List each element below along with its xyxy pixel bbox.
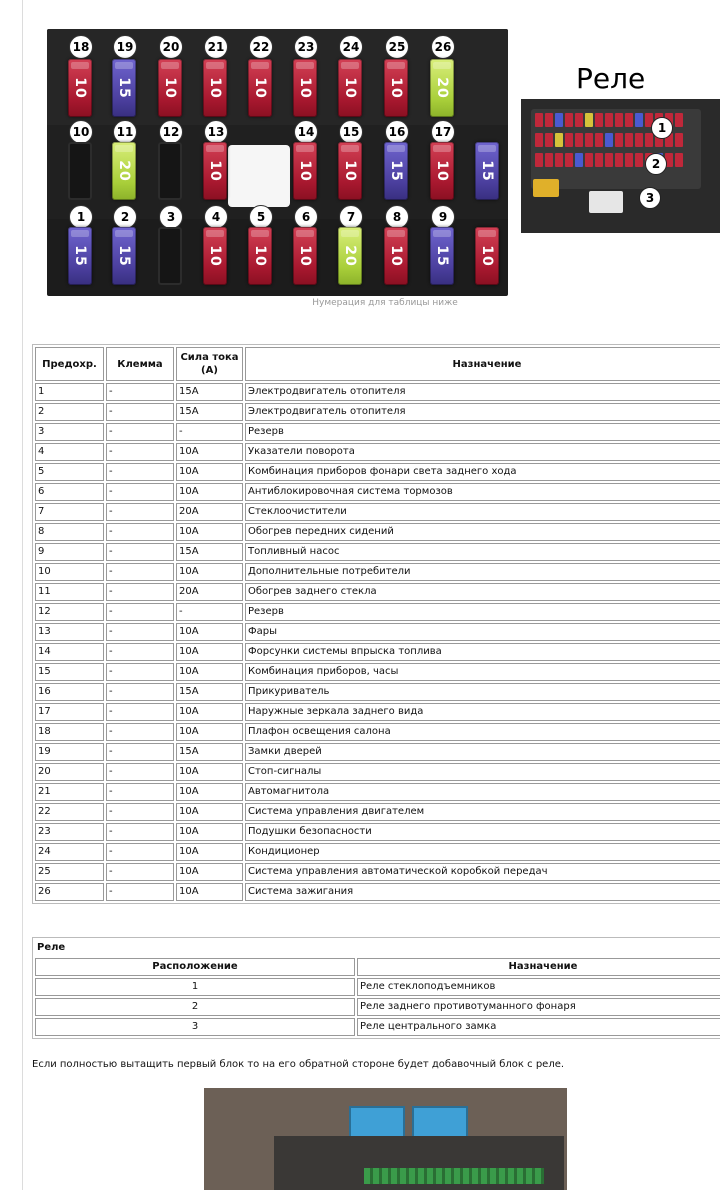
cell-fuse-number: 19 bbox=[35, 743, 104, 761]
fuse-18-rating: 10 bbox=[72, 77, 88, 99]
cell-purpose: Система управления двигателем bbox=[245, 803, 720, 821]
col-header-terminal: Клемма bbox=[106, 347, 174, 381]
table-row bbox=[35, 423, 720, 441]
fuse-mid-8 bbox=[475, 142, 499, 200]
cell-current: 10А bbox=[176, 483, 243, 501]
mini-fuse bbox=[535, 113, 543, 127]
fuse-23-rating: 10 bbox=[297, 77, 313, 99]
cell-terminal: - bbox=[106, 803, 174, 821]
fuse-23 bbox=[293, 59, 317, 117]
fuse-bot-1-rating: 15 bbox=[116, 245, 132, 267]
fuse-mid-7 bbox=[430, 142, 454, 200]
mini-fuse bbox=[595, 153, 603, 167]
cell-current: 10А bbox=[176, 523, 243, 541]
cell-fuse-number: 21 bbox=[35, 783, 104, 801]
mini-fuse bbox=[575, 153, 583, 167]
relay-table-body bbox=[35, 978, 720, 1036]
fuse-table-header-row bbox=[35, 347, 720, 381]
cell-terminal: - bbox=[106, 703, 174, 721]
table-row bbox=[35, 523, 720, 541]
fuse-mid-8-rating: 15 bbox=[479, 160, 495, 182]
cell-current: 10А bbox=[176, 623, 243, 641]
fuse-bot-9-rating: 10 bbox=[479, 245, 495, 267]
table-row bbox=[35, 603, 720, 621]
cell-current: 10А bbox=[176, 703, 243, 721]
fuse-mid-4-rating: 10 bbox=[297, 160, 313, 182]
cell-purpose: Резерв bbox=[245, 603, 720, 621]
fuse-number-4: 4 bbox=[204, 205, 228, 229]
table-row bbox=[35, 643, 720, 661]
mini-fuse bbox=[675, 153, 683, 167]
cell-current: 10А bbox=[176, 863, 243, 881]
fuse-number-21: 21 bbox=[204, 35, 228, 59]
fuse-mid-5 bbox=[338, 142, 362, 200]
cell-current: 15А bbox=[176, 743, 243, 761]
col-header-fuse: Предохр. bbox=[35, 347, 104, 381]
table-row bbox=[35, 743, 720, 761]
cell-purpose: Стоп-сигналы bbox=[245, 763, 720, 781]
cell-purpose: Система зажигания bbox=[245, 883, 720, 901]
fuse-25-rating: 10 bbox=[388, 77, 404, 99]
fuse-18 bbox=[68, 59, 92, 117]
cell-terminal: - bbox=[106, 743, 174, 761]
cell-fuse-number: 26 bbox=[35, 883, 104, 901]
cell-purpose: Комбинация приборов, часы bbox=[245, 663, 720, 681]
cell-current: 20А bbox=[176, 503, 243, 521]
cell-purpose: Антиблокировочная система тормозов bbox=[245, 483, 720, 501]
fuse-number-15: 15 bbox=[339, 120, 363, 144]
fuse-mid-1-rating: 20 bbox=[116, 160, 132, 182]
fuse-number-11: 11 bbox=[113, 120, 137, 144]
mini-fuse bbox=[605, 113, 613, 127]
table-row bbox=[35, 998, 720, 1016]
cell-purpose: Электродвигатель отопителя bbox=[245, 403, 720, 421]
fuse-number-3: 3 bbox=[159, 205, 183, 229]
cell-relay-purpose: Реле заднего противотуманного фонаря bbox=[357, 998, 720, 1016]
fuse-19-rating: 15 bbox=[116, 77, 132, 99]
mini-fuse bbox=[675, 133, 683, 147]
mini-fuse bbox=[625, 153, 633, 167]
table-row bbox=[35, 683, 720, 701]
cell-fuse-number: 15 bbox=[35, 663, 104, 681]
cell-current: 10А bbox=[176, 443, 243, 461]
cell-purpose: Дополнительные потребители bbox=[245, 563, 720, 581]
cell-current: 10А bbox=[176, 843, 243, 861]
cell-terminal: - bbox=[106, 503, 174, 521]
cell-fuse-number: 3 bbox=[35, 423, 104, 441]
table-row bbox=[35, 883, 720, 901]
relay-table bbox=[32, 937, 720, 1039]
table-row bbox=[35, 503, 720, 521]
fuse-bot-4-rating: 10 bbox=[252, 245, 268, 267]
cell-terminal: - bbox=[106, 643, 174, 661]
cell-purpose: Фары bbox=[245, 623, 720, 641]
fuse-bot-0-rating: 15 bbox=[72, 245, 88, 267]
mini-fuse bbox=[555, 153, 563, 167]
cell-terminal: - bbox=[106, 823, 174, 841]
fuse-bot-8 bbox=[430, 227, 454, 285]
relay-table-header-row bbox=[35, 958, 720, 976]
fuse-number-19: 19 bbox=[113, 35, 137, 59]
table-row bbox=[35, 863, 720, 881]
cell-terminal: - bbox=[106, 863, 174, 881]
photo-caption: Нумерация для таблицы ниже bbox=[312, 298, 458, 308]
cell-purpose: Электродвигатель отопителя bbox=[245, 383, 720, 401]
fuse-22-rating: 10 bbox=[252, 77, 268, 99]
relay-number-1: 1 bbox=[651, 117, 673, 139]
cell-current: 20А bbox=[176, 583, 243, 601]
cell-current: 10А bbox=[176, 823, 243, 841]
fuse-22 bbox=[248, 59, 272, 117]
mini-fuse bbox=[585, 133, 593, 147]
cell-current: 10А bbox=[176, 783, 243, 801]
fuse-mid-4 bbox=[293, 142, 317, 200]
relay-table-title-row bbox=[35, 940, 720, 956]
cell-current: 10А bbox=[176, 663, 243, 681]
fuse-mid-7-rating: 10 bbox=[434, 160, 450, 182]
mini-fuse bbox=[575, 133, 583, 147]
cell-current: 15А bbox=[176, 383, 243, 401]
fuse-21-rating: 10 bbox=[207, 77, 223, 99]
fuse-number-2: 2 bbox=[113, 205, 137, 229]
col-header-location: Расположение bbox=[35, 958, 355, 976]
cell-current: 15А bbox=[176, 683, 243, 701]
cell-terminal: - bbox=[106, 423, 174, 441]
table-row bbox=[35, 403, 720, 421]
cell-purpose: Комбинация приборов фонари света заднего хода bbox=[245, 463, 720, 481]
cell-purpose: Замки дверей bbox=[245, 743, 720, 761]
cell-current: 10А bbox=[176, 723, 243, 741]
fuse-24-rating: 10 bbox=[342, 77, 358, 99]
mini-fuse bbox=[635, 153, 643, 167]
table-row bbox=[35, 563, 720, 581]
cell-purpose: Форсунки системы впрыска топлива bbox=[245, 643, 720, 661]
mini-fuse bbox=[615, 133, 623, 147]
cell-current: - bbox=[176, 423, 243, 441]
fuse-21 bbox=[203, 59, 227, 117]
fuse-number-25: 25 bbox=[385, 35, 409, 59]
fuse-number-1: 1 bbox=[69, 205, 93, 229]
green-connector-strip bbox=[364, 1168, 544, 1184]
fuse-number-5: 5 bbox=[249, 205, 273, 229]
fuse-box-relay-socket bbox=[228, 145, 290, 207]
cell-purpose: Автомагнитола bbox=[245, 783, 720, 801]
fuse-table-body bbox=[35, 383, 720, 901]
table-row bbox=[35, 723, 720, 741]
cell-fuse-number: 16 bbox=[35, 683, 104, 701]
cell-current: 10А bbox=[176, 563, 243, 581]
cell-purpose: Система управления автоматической коробкой передач bbox=[245, 863, 720, 881]
page-left-border bbox=[22, 0, 23, 1190]
fuse-number-26: 26 bbox=[431, 35, 455, 59]
cell-current: 10А bbox=[176, 463, 243, 481]
cell-terminal: - bbox=[106, 603, 174, 621]
table-row bbox=[35, 623, 720, 641]
cell-fuse-number: 11 bbox=[35, 583, 104, 601]
fuse-bot-6-rating: 20 bbox=[342, 245, 358, 267]
col-header-current: Сила тока (А) bbox=[176, 347, 243, 381]
cell-fuse-number: 23 bbox=[35, 823, 104, 841]
col-header-purpose: Назначение bbox=[245, 347, 720, 381]
cell-fuse-number: 25 bbox=[35, 863, 104, 881]
table-row bbox=[35, 543, 720, 561]
table-row bbox=[35, 663, 720, 681]
cell-terminal: - bbox=[106, 523, 174, 541]
fuse-bot-2-empty bbox=[158, 227, 182, 285]
cell-fuse-number: 6 bbox=[35, 483, 104, 501]
mini-fuse bbox=[605, 133, 613, 147]
cell-relay-purpose: Реле стеклоподъемников bbox=[357, 978, 720, 996]
cell-purpose: Резерв bbox=[245, 423, 720, 441]
mini-fuse bbox=[565, 133, 573, 147]
cell-fuse-number: 24 bbox=[35, 843, 104, 861]
fuse-bot-9 bbox=[475, 227, 499, 285]
table-row bbox=[35, 1018, 720, 1036]
cell-fuse-number: 4 bbox=[35, 443, 104, 461]
relay-number-3: 3 bbox=[639, 187, 661, 209]
mini-fuse bbox=[565, 153, 573, 167]
mini-fuse bbox=[575, 113, 583, 127]
mini-fuse bbox=[635, 113, 643, 127]
table-row bbox=[35, 443, 720, 461]
mini-fuse bbox=[565, 113, 573, 127]
fuse-number-14: 14 bbox=[294, 120, 318, 144]
relay-photo-title: Реле bbox=[576, 62, 646, 95]
fuse-box-photo bbox=[47, 29, 508, 296]
mini-fuse bbox=[625, 113, 633, 127]
fuse-26 bbox=[430, 59, 454, 117]
cell-location: 1 bbox=[35, 978, 355, 996]
cell-purpose: Наружные зеркала заднего вида bbox=[245, 703, 720, 721]
cell-purpose: Плафон освещения салона bbox=[245, 723, 720, 741]
cell-fuse-number: 10 bbox=[35, 563, 104, 581]
mini-fuse bbox=[535, 133, 543, 147]
fuse-bot-6 bbox=[338, 227, 362, 285]
fuse-number-8: 8 bbox=[385, 205, 409, 229]
table-row bbox=[35, 843, 720, 861]
relay-box-photo bbox=[521, 99, 720, 233]
cell-terminal: - bbox=[106, 583, 174, 601]
fuse-19 bbox=[112, 59, 136, 117]
mini-fuse bbox=[545, 113, 553, 127]
mini-fuse bbox=[545, 153, 553, 167]
fuse-bot-3-rating: 10 bbox=[207, 245, 223, 267]
note-text: Если полностью вытащить первый блок то на его обратной стороне будет добавочный блок с реле. bbox=[32, 1059, 565, 1070]
mini-fuse bbox=[535, 153, 543, 167]
cell-fuse-number: 7 bbox=[35, 503, 104, 521]
cell-fuse-number: 2 bbox=[35, 403, 104, 421]
cell-fuse-number: 22 bbox=[35, 803, 104, 821]
fuse-number-23: 23 bbox=[294, 35, 318, 59]
fuse-number-22: 22 bbox=[249, 35, 273, 59]
cell-terminal: - bbox=[106, 563, 174, 581]
fuse-number-9: 9 bbox=[431, 205, 455, 229]
cell-terminal: - bbox=[106, 723, 174, 741]
mini-fuse bbox=[645, 133, 653, 147]
cell-fuse-number: 5 bbox=[35, 463, 104, 481]
cell-fuse-number: 20 bbox=[35, 763, 104, 781]
mini-fuse bbox=[605, 153, 613, 167]
yellow-connector bbox=[533, 179, 559, 197]
cell-location: 2 bbox=[35, 998, 355, 1016]
fuse-table bbox=[32, 344, 720, 904]
mini-fuse bbox=[675, 113, 683, 127]
fuse-20 bbox=[158, 59, 182, 117]
fuse-bot-8-rating: 15 bbox=[434, 245, 450, 267]
cell-purpose: Указатели поворота bbox=[245, 443, 720, 461]
white-connector bbox=[589, 191, 623, 213]
cell-fuse-number: 9 bbox=[35, 543, 104, 561]
fuse-26-rating: 20 bbox=[434, 77, 450, 99]
fuse-mid-3 bbox=[203, 142, 227, 200]
cell-terminal: - bbox=[106, 543, 174, 561]
relay-number-2: 2 bbox=[645, 153, 667, 175]
fuse-bot-7-rating: 10 bbox=[388, 245, 404, 267]
fuse-bot-7 bbox=[384, 227, 408, 285]
mini-fuse bbox=[625, 133, 633, 147]
fuse-25 bbox=[384, 59, 408, 117]
cell-current: 10А bbox=[176, 643, 243, 661]
cell-purpose: Обогрев заднего стекла bbox=[245, 583, 720, 601]
cell-current: 10А bbox=[176, 883, 243, 901]
table-row bbox=[35, 978, 720, 996]
cell-terminal: - bbox=[106, 883, 174, 901]
fuse-number-16: 16 bbox=[385, 120, 409, 144]
cell-current: 15А bbox=[176, 403, 243, 421]
fuse-mid-1 bbox=[112, 142, 136, 200]
cell-purpose: Топливный насос bbox=[245, 543, 720, 561]
fuse-mid-6-rating: 15 bbox=[388, 160, 404, 182]
cell-current: 10А bbox=[176, 803, 243, 821]
fuse-number-10: 10 bbox=[69, 120, 93, 144]
cell-fuse-number: 8 bbox=[35, 523, 104, 541]
cell-terminal: - bbox=[106, 483, 174, 501]
cell-terminal: - bbox=[106, 383, 174, 401]
fuse-number-18: 18 bbox=[69, 35, 93, 59]
cell-terminal: - bbox=[106, 403, 174, 421]
table-row bbox=[35, 703, 720, 721]
fuse-number-24: 24 bbox=[339, 35, 363, 59]
table-row bbox=[35, 803, 720, 821]
cell-purpose: Прикуриватель bbox=[245, 683, 720, 701]
mini-fuse bbox=[545, 133, 553, 147]
fuse-mid-2-empty bbox=[158, 142, 182, 200]
cell-terminal: - bbox=[106, 663, 174, 681]
cell-fuse-number: 18 bbox=[35, 723, 104, 741]
cell-terminal: - bbox=[106, 763, 174, 781]
table-row bbox=[35, 583, 720, 601]
fuse-mid-3-rating: 10 bbox=[207, 160, 223, 182]
table-row bbox=[35, 823, 720, 841]
cell-current: - bbox=[176, 603, 243, 621]
fuse-mid-5-rating: 10 bbox=[342, 160, 358, 182]
mini-fuse bbox=[585, 113, 593, 127]
cell-fuse-number: 1 bbox=[35, 383, 104, 401]
table-row bbox=[35, 463, 720, 481]
mini-fuse bbox=[595, 113, 603, 127]
fuse-24 bbox=[338, 59, 362, 117]
table-row bbox=[35, 483, 720, 501]
mini-fuse bbox=[555, 133, 563, 147]
fuse-bot-3 bbox=[203, 227, 227, 285]
mini-fuse bbox=[635, 133, 643, 147]
mini-fuse bbox=[585, 153, 593, 167]
cell-terminal: - bbox=[106, 463, 174, 481]
fuse-number-6: 6 bbox=[294, 205, 318, 229]
cell-relay-purpose: Реле центрального замка bbox=[357, 1018, 720, 1036]
cell-terminal: - bbox=[106, 683, 174, 701]
fuse-number-17: 17 bbox=[431, 120, 455, 144]
cell-terminal: - bbox=[106, 843, 174, 861]
cell-fuse-number: 13 bbox=[35, 623, 104, 641]
mini-fuse bbox=[555, 113, 563, 127]
fuse-mid-6 bbox=[384, 142, 408, 200]
cell-terminal: - bbox=[106, 623, 174, 641]
fuse-bot-5 bbox=[293, 227, 317, 285]
cell-purpose: Подушки безопасности bbox=[245, 823, 720, 841]
table-row bbox=[35, 783, 720, 801]
fuse-bot-5-rating: 10 bbox=[297, 245, 313, 267]
cell-location: 3 bbox=[35, 1018, 355, 1036]
fuse-number-20: 20 bbox=[159, 35, 183, 59]
relay-block-photo bbox=[204, 1088, 567, 1190]
cell-terminal: - bbox=[106, 783, 174, 801]
fuse-bot-0 bbox=[68, 227, 92, 285]
mini-fuse bbox=[615, 113, 623, 127]
mini-fuse bbox=[615, 153, 623, 167]
relay-table-title: Реле bbox=[37, 942, 66, 953]
fuse-bot-4 bbox=[248, 227, 272, 285]
col-header-relay-purpose: Назначение bbox=[357, 958, 720, 976]
fuse-number-13: 13 bbox=[204, 120, 228, 144]
fuse-mid-0-empty bbox=[68, 142, 92, 200]
fuse-20-rating: 10 bbox=[162, 77, 178, 99]
cell-fuse-number: 14 bbox=[35, 643, 104, 661]
table-row bbox=[35, 383, 720, 401]
cell-current: 15А bbox=[176, 543, 243, 561]
cell-terminal: - bbox=[106, 443, 174, 461]
table-row bbox=[35, 763, 720, 781]
fuse-number-12: 12 bbox=[159, 120, 183, 144]
cell-purpose: Стеклоочистители bbox=[245, 503, 720, 521]
cell-fuse-number: 17 bbox=[35, 703, 104, 721]
cell-purpose: Кондиционер bbox=[245, 843, 720, 861]
mini-fuse bbox=[595, 133, 603, 147]
cell-current: 10А bbox=[176, 763, 243, 781]
fuse-bot-1 bbox=[112, 227, 136, 285]
cell-fuse-number: 12 bbox=[35, 603, 104, 621]
fuse-number-7: 7 bbox=[339, 205, 363, 229]
cell-purpose: Обогрев передних сидений bbox=[245, 523, 720, 541]
